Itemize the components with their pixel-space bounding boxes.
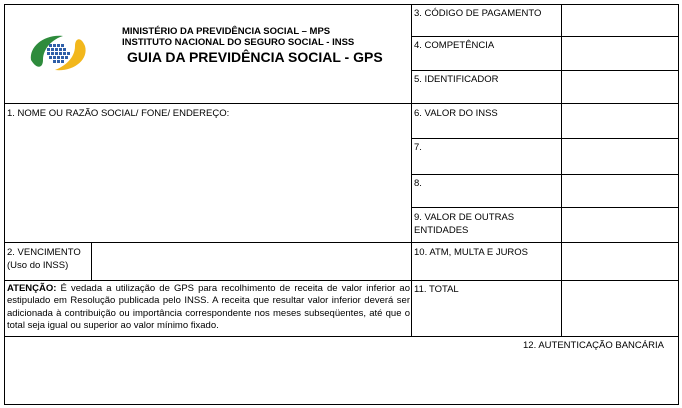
field-8-label: 8.	[414, 178, 422, 189]
field-3-label: 3. CÓDIGO DE PAGAMENTO	[414, 8, 542, 19]
inss-logo-icon	[23, 30, 93, 76]
divider-main	[411, 4, 412, 337]
border-bottom	[4, 404, 679, 405]
field-2-label-line1: 2. VENCIMENTO	[7, 247, 81, 258]
field-12-label: 12. AUTENTICAÇÃO BANCÁRIA	[523, 340, 664, 351]
field-2-value[interactable]	[92, 243, 411, 280]
rule-header-field1	[4, 103, 412, 104]
rule-field2-attention	[4, 280, 412, 281]
field-1-label: 1. NOME OU RAZÃO SOCIAL/ FONE/ ENDEREÇO:	[7, 108, 230, 119]
field-5-label: 5. IDENTIFICADOR	[414, 74, 499, 85]
field-11-value[interactable]	[562, 281, 678, 336]
rule-authentication	[4, 336, 679, 337]
attention-label: ATENÇÃO:	[7, 283, 57, 294]
field-6-label: 6. VALOR DO INSS	[414, 108, 498, 119]
field-1-value[interactable]	[5, 121, 411, 242]
field-4-value[interactable]	[562, 37, 678, 70]
page-title: GUIA DA PREVIDÊNCIA SOCIAL - GPS	[127, 49, 383, 65]
field-8-value[interactable]	[562, 175, 678, 207]
field-2-label-line2: (Uso do INSS)	[7, 260, 69, 271]
attention-notice	[7, 283, 410, 333]
field-4-label: 4. COMPETÊNCIA	[414, 40, 495, 51]
field-6-value[interactable]	[562, 104, 678, 138]
field-9-value[interactable]	[562, 208, 678, 242]
field-10-value[interactable]	[562, 243, 678, 280]
field-9-label-line1: 9. VALOR DE OUTRAS	[414, 212, 515, 223]
header-ministry: MINISTÉRIO DA PREVIDÊNCIA SOCIAL – MPS	[122, 26, 331, 37]
field-12-area[interactable]	[5, 352, 678, 404]
field-3-value[interactable]	[562, 5, 678, 36]
field-5-value[interactable]	[562, 71, 678, 103]
field-10-label: 10. ATM, MULTA E JUROS	[414, 247, 529, 258]
field-7-label: 7.	[414, 142, 422, 153]
border-right	[678, 4, 679, 405]
field-7-value[interactable]	[562, 139, 678, 174]
header-institute: INSTITUTO NACIONAL DO SEGURO SOCIAL - INSS	[122, 37, 355, 48]
field-9-label-line2: ENTIDADES	[414, 225, 469, 236]
field-11-label: 11. TOTAL	[414, 284, 459, 295]
attention-text: É vedada a utilização de GPS para recolhimento de receita de valor inferior ao estipulado em Resolução publicada pelo INSS. A receita que resultar valor inferior deverá ser adicionada à contribuição ou importância correspondente nos meses subseqüentes, até que o total seja igual ou superior ao valor mínimo fixado.	[7, 283, 410, 332]
